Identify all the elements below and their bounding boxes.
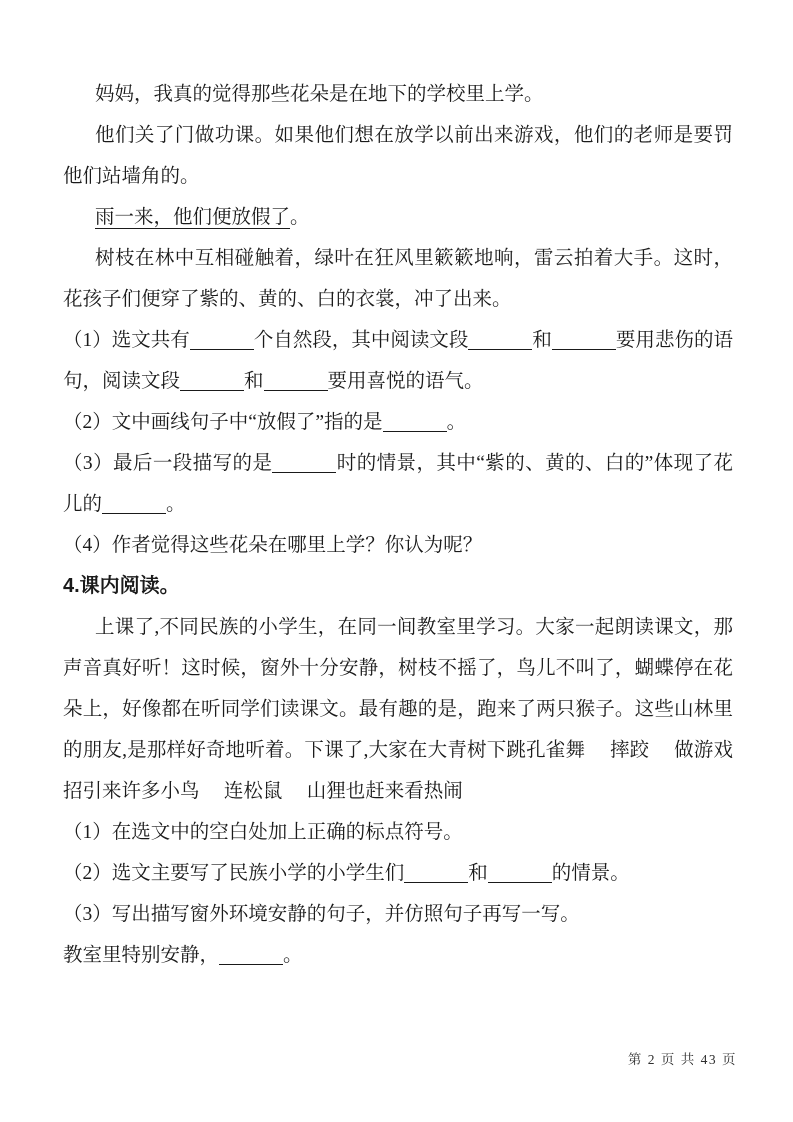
question-text: 的情景。 bbox=[551, 863, 630, 884]
passage-paragraph bbox=[63, 74, 733, 115]
passage-paragraph bbox=[63, 238, 733, 320]
question-text: 。 bbox=[446, 412, 467, 433]
question-text: 和 bbox=[468, 863, 488, 884]
page-number-footer bbox=[628, 1048, 737, 1068]
question-text: 和 bbox=[532, 330, 552, 351]
page-number-text: 第 2 页 共 43 页 bbox=[627, 1052, 737, 1067]
answer-line-text: 教室里特别安静， bbox=[63, 945, 220, 966]
fill-in-blank bbox=[404, 877, 468, 883]
section-heading-text: 4.课内阅读。 bbox=[63, 575, 180, 597]
answer-line bbox=[63, 935, 733, 976]
question-2 bbox=[63, 402, 733, 443]
passage-text: 妈妈，我真的觉得那些花朵是在地下的学校里上学。 bbox=[95, 84, 544, 105]
question-3 bbox=[63, 443, 733, 525]
passage-paragraph-underlined bbox=[63, 197, 733, 238]
question-text: 个自然段，其中阅读文段 bbox=[253, 330, 469, 351]
fill-in-blank bbox=[219, 959, 283, 965]
question-text: （2）文中画线句子中“放假了”指的是 bbox=[63, 412, 383, 433]
answer-line-text: 。 bbox=[283, 945, 303, 966]
passage-text: 。 bbox=[290, 207, 310, 228]
question-text: （1）选文共有 bbox=[63, 330, 190, 351]
question-text: 和 bbox=[244, 371, 264, 392]
fill-in-blank bbox=[102, 508, 166, 514]
fill-in-blank bbox=[180, 385, 244, 391]
question-1 bbox=[63, 812, 733, 853]
fill-in-blank bbox=[264, 385, 328, 391]
question-2 bbox=[63, 853, 733, 894]
question-4 bbox=[63, 525, 733, 566]
passage-paragraph bbox=[63, 115, 733, 197]
fill-in-blank bbox=[468, 344, 532, 350]
fill-in-blank bbox=[488, 877, 552, 883]
fill-in-blank bbox=[272, 467, 336, 473]
passage-paragraph bbox=[63, 607, 758, 812]
question-text: 要用悲伤的语句，阅读文段 bbox=[63, 330, 733, 392]
question-text: 。 bbox=[166, 494, 186, 515]
question-text: （2）选文主要写了民族小学的小学生们 bbox=[63, 863, 405, 884]
question-1 bbox=[63, 320, 733, 402]
question-text: （1）在选文中的空白处加上正确的标点符号。 bbox=[63, 822, 463, 843]
passage-text: 上课了,不同民族的小学生，在同一间教室里学习。大家一起朗读课文，那声音真好听！这时候，窗外十分安静，树枝不摇了，鸟儿不叫了，蝴蝶停在花朵上，好像都在听同学们读课文。最有趣的是，跑来了两只猴子。这些山林里的朋友,是那样好奇地听着。下课了,大家在大青树下跳孔雀舞 摔跤 做游戏 招引来许多小鸟 连松鼠 山狸也赶来看热闹 bbox=[63, 617, 758, 802]
passage-text: 他们关了门做功课。如果他们想在放学以前出来游戏，他们的老师是要罚他们站墙角的。 bbox=[63, 125, 733, 187]
fill-in-blank bbox=[383, 426, 447, 432]
fill-in-blank bbox=[190, 344, 254, 350]
underlined-sentence: 雨一来，他们便放假了 bbox=[95, 207, 291, 228]
passage-text: 树枝在林中互相碰触着，绿叶在狂风里簌簌地响，雷云拍着大手。这时，花孩子们便穿了紫的、黄的、白的衣裳，冲了出来。 bbox=[63, 248, 733, 310]
question-text: （3）最后一段描写的是 bbox=[63, 453, 273, 474]
question-text: （3）写出描写窗外环境安静的句子，并仿照句子再写一写。 bbox=[63, 904, 580, 925]
question-text: 时的情景，其中“紫的、黄的、白的”体现了花儿的 bbox=[63, 453, 733, 515]
question-text: （4）作者觉得这些花朵在哪里上学？你认为呢？ bbox=[63, 535, 483, 556]
section-heading bbox=[63, 566, 733, 607]
fill-in-blank bbox=[552, 344, 616, 350]
question-3 bbox=[63, 894, 733, 935]
question-text: 要用喜悦的语气。 bbox=[327, 371, 484, 392]
